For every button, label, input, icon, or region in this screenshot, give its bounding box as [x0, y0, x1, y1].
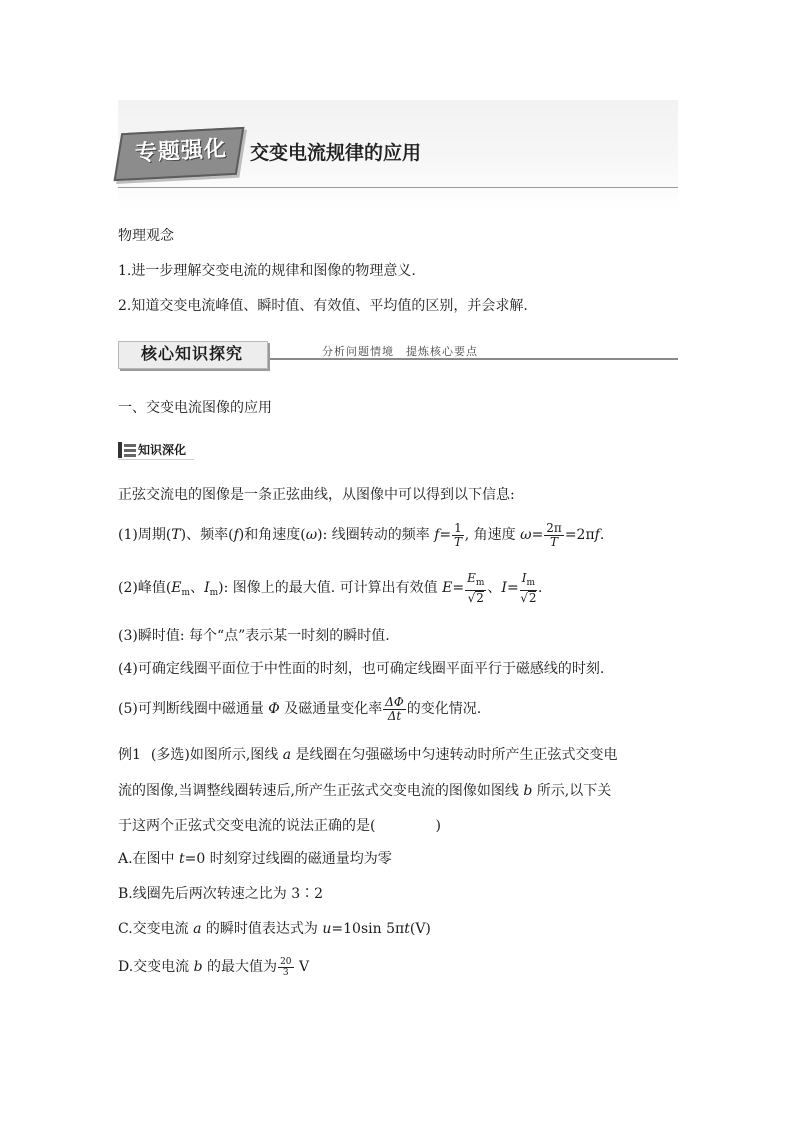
info-item-4: (4)可确定线圈平面位于中性面的时刻，也可确定线圈平面平行于磁感线的时刻. [118, 661, 605, 677]
var-t: t [404, 921, 410, 937]
var-E: E [442, 580, 453, 596]
fraction-numerator: 2π [546, 520, 562, 535]
equals-sign: = [452, 580, 465, 596]
option-c [118, 919, 431, 939]
text-run: )、频率( [180, 527, 234, 543]
fraction-numerator: 20 [280, 956, 292, 967]
text-run: 于这两个正弦式交变电流的说法正确的是( [118, 818, 376, 834]
fraction-numerator: 1 [454, 520, 462, 535]
text-run: A.在图中 [118, 851, 180, 867]
fraction-denominator: 3 [282, 967, 289, 978]
example-line-1 [118, 745, 618, 765]
text-run: )和角速度( [238, 527, 306, 543]
var-omega: ω [520, 527, 532, 543]
header-badge: 专题强化 [134, 136, 228, 167]
objectives-heading: 物理观念 [118, 228, 174, 244]
text-run: 的变化情况. [406, 701, 482, 717]
fraction-denominator: Δt [387, 708, 402, 723]
var-I: I [204, 580, 210, 596]
text-run: (多选)如图所示,图线 [150, 747, 283, 763]
text-run: (1)周期( [118, 527, 172, 543]
var-b: b [193, 959, 203, 975]
example-line-2 [118, 781, 611, 801]
subscript: m [526, 577, 535, 588]
text-run: 所示,以下关 [532, 783, 612, 799]
text-run: =10sin 5π [331, 921, 405, 937]
fraction-1-over-T [452, 522, 464, 549]
fraction-denominator: T [550, 534, 559, 549]
fraction-denominator: √2 [520, 590, 537, 605]
option-a [118, 849, 392, 869]
var-a: a [282, 747, 292, 763]
text-run: . [537, 580, 543, 596]
equals-sign: = [506, 580, 519, 596]
tag-underline [118, 459, 194, 460]
subscript: m [209, 588, 219, 598]
var-f: f [594, 527, 600, 543]
fraction-denominator: T [453, 534, 462, 549]
part-heading: 一、交变电流图像的应用 [118, 400, 272, 416]
intro-paragraph: 正弦交流电的图像是一条正弦曲线，从图像中可以得到以下信息: [118, 487, 515, 503]
fraction-numerator [465, 572, 486, 591]
info-item-3: (3)瞬时值: 每个“点”表示某一时刻的瞬时值. [118, 628, 390, 644]
var-b: b [523, 783, 533, 799]
header-divider [118, 187, 678, 188]
knowledge-tag: 知识深化 [138, 443, 187, 457]
fraction-denominator: √2 [467, 590, 484, 605]
text-run: ) [435, 818, 441, 834]
fraction-Em-over-sqrt2 [465, 572, 486, 605]
text-run: 流的图像,当调整线圈转速后,所产生正弦式交变电流的图像如图线 [118, 783, 524, 799]
text-run: =0 时刻穿过线圈的磁通量均为零 [184, 851, 392, 867]
var-f: f [233, 527, 239, 543]
page-title: 交变电流规律的应用 [250, 142, 422, 164]
sqrt-radicand: 2 [476, 590, 484, 605]
fraction-numerator: ΔΦ [385, 694, 404, 709]
subscript: m [181, 588, 191, 598]
var-omega: ω [305, 527, 318, 543]
example-line-3 [118, 816, 441, 836]
info-item-5 [118, 691, 481, 727]
fraction-Im-over-sqrt2 [520, 572, 537, 605]
fraction-2pi-over-T [544, 522, 564, 549]
info-item-1 [118, 517, 604, 553]
bars-icon [118, 442, 136, 458]
fraction-dphi-over-dt [383, 696, 406, 723]
var-f: f [434, 527, 440, 543]
equals-sign: = [439, 527, 452, 543]
text-run: (V) [409, 921, 431, 937]
text-run: C.交变电流 [118, 921, 194, 937]
subscript: m [475, 577, 485, 588]
objective-item-2: 2.知道交变电流峰值、瞬时值、有效值、平均值的区别，并会求解. [118, 298, 528, 314]
text-run: 、 [190, 580, 205, 596]
section-subtitle: 分析问题情境 提炼核心要点 [322, 345, 478, 358]
example-label: 例1 [118, 747, 141, 763]
var-E: E [171, 580, 182, 596]
text-run: (2)峰值( [118, 580, 172, 596]
text-run: ): 图像上的最大值. 可计算出有效值 [218, 580, 443, 596]
var-u: u [322, 921, 332, 937]
text-run: (5)可判断线圈中磁通量 [118, 701, 269, 717]
objective-item-1: 1.进一步理解交变电流的规律和图像的物理意义. [118, 263, 416, 279]
text-run: ): 线圈转动的频率 [317, 527, 435, 543]
option-b: B.线圈先后两次转速之比为 3∶2 [118, 886, 324, 902]
var-phi: Φ [268, 701, 280, 717]
var-a: a [193, 921, 202, 937]
var-E: E [467, 570, 476, 585]
var-T: T [171, 527, 181, 543]
section-title: 核心知识探究 [140, 344, 243, 363]
text-run: . [599, 527, 605, 543]
var-t: t [179, 851, 185, 867]
text-run: 是线圈在匀强磁场中匀速转动时所产生正弦式交变电 [291, 747, 618, 763]
text-run: 的瞬时值表达式为 [201, 921, 323, 937]
text-run: 、 [487, 580, 502, 596]
var-I: I [501, 580, 507, 596]
equals-sign: = [531, 527, 544, 543]
sqrt-radicand: 2 [528, 590, 537, 605]
text-run: , 角速度 [464, 527, 521, 543]
text-run: D.交变电流 [118, 959, 194, 975]
text-run: 的最大值为 [202, 959, 278, 975]
text-run: 及磁通量变化率 [279, 701, 383, 717]
fraction-numerator [520, 572, 537, 591]
text-run: =2π [564, 527, 595, 543]
info-item-2 [118, 568, 542, 613]
option-d [118, 950, 309, 984]
text-run: V [294, 959, 310, 975]
fraction-20-over-3 [278, 957, 293, 978]
var-I: I [521, 570, 527, 585]
